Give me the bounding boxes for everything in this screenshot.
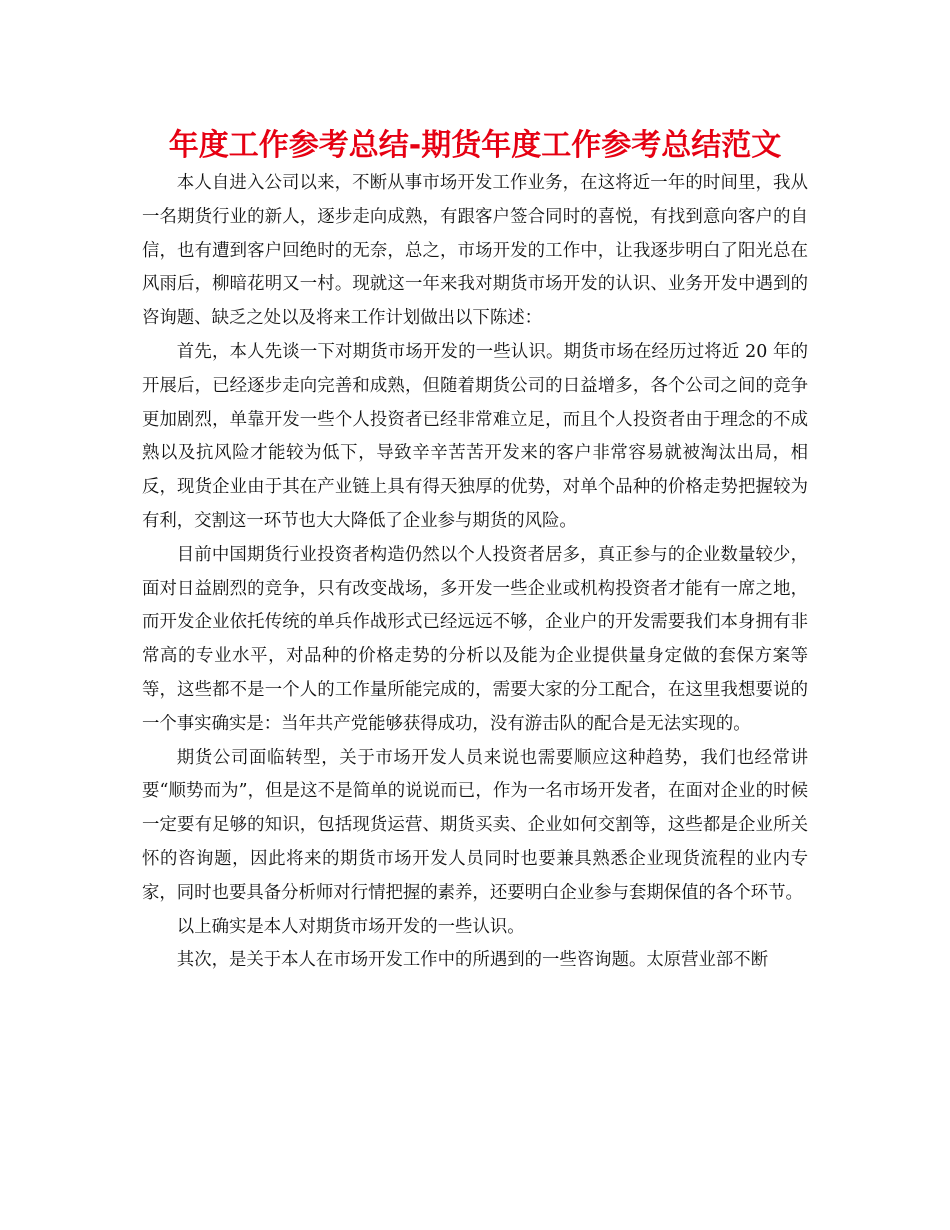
paragraph: 期货公司面临转型，关于市场开发人员来说也需要顺应这种趋势，我们也经常讲要“顺势而为”，但是这不是简单的说说而已，作为一名市场开发者，在面对企业的时候一定要有足够的知识，包括现货运营、期货买卖、企业如何交割等，这些都是企业所关怀的咨询题，因此将来的期货市场开发人员同时也要兼具熟悉企业现货流程的业内专家，同时也要具备分析师对行情把握的素养，还要明白企业参与套期保值的各个环节。: [142, 747, 808, 903]
paragraph: 目前中国期货行业投资者构造仍然以个人投资者居多，真正参与的企业数量较少，面对日益剧烈的竞争，只有改变战场，多开发一些企业或机构投资者才能有一席之地，而开发企业依托传统的单兵作战形式已经远远不够，企业户的开发需要我们本身拥有非常高的专业水平，对品种的价格走势的分析以及能为企业提供量身定做的套保方案等等，这些都不是一个人的工作量所能完成的，需要大家的分工配合，在这里我想要说的一个事实确实是：当年共产党能够获得成功，没有游击队的配合是无法实现的。: [142, 544, 808, 734]
paragraph: 其次，是关于本人在市场开发工作中的所遇到的一些咨询题。太原营业部不断: [176, 950, 769, 971]
document-body: [142, 167, 808, 978]
paragraph: 本人自进入公司以来，不断从事市场开发工作业务，在这将近一年的时间里，我从一名期货行业的新人，逐步走向成熟，有跟客户签合同时的喜悦，有找到意向客户的自信，也有遭到客户回绝时的无奈，总之，市场开发的工作中，让我逐步明白了阳光总在风雨后，柳暗花明又一村。现就这一年来我对期货市场开发的认识、业务开发中遇到的咨询题、缺乏之处以及将来工作计划做出以下陈述：: [142, 173, 808, 329]
paragraph: 以上确实是本人对期货市场开发的一些认识。: [176, 916, 525, 937]
paragraph: 首先，本人先谈一下对期货市场开发的一些认识。期货市场在经历过将近 20 年的开展后，已经逐步走向完善和成熟，但随着期货公司的日益增多，各个公司之间的竞争更加剧烈，单靠开发一些个人投资者已经非常难立足，而且个人投资者由于理念的不成熟以及抗风险才能较为低下，导致辛辛苦苦开发来的客户非常容易就被淘汰出局，相反，现货企业由于其在产业链上具有得天独厚的优势，对单个品种的价格走势把握较为有利，交割这一环节也大大降低了企业参与期货的风险。: [142, 341, 808, 531]
document-title: 年度工作参考总结-期货年度工作参考总结范文: [168, 128, 782, 163]
